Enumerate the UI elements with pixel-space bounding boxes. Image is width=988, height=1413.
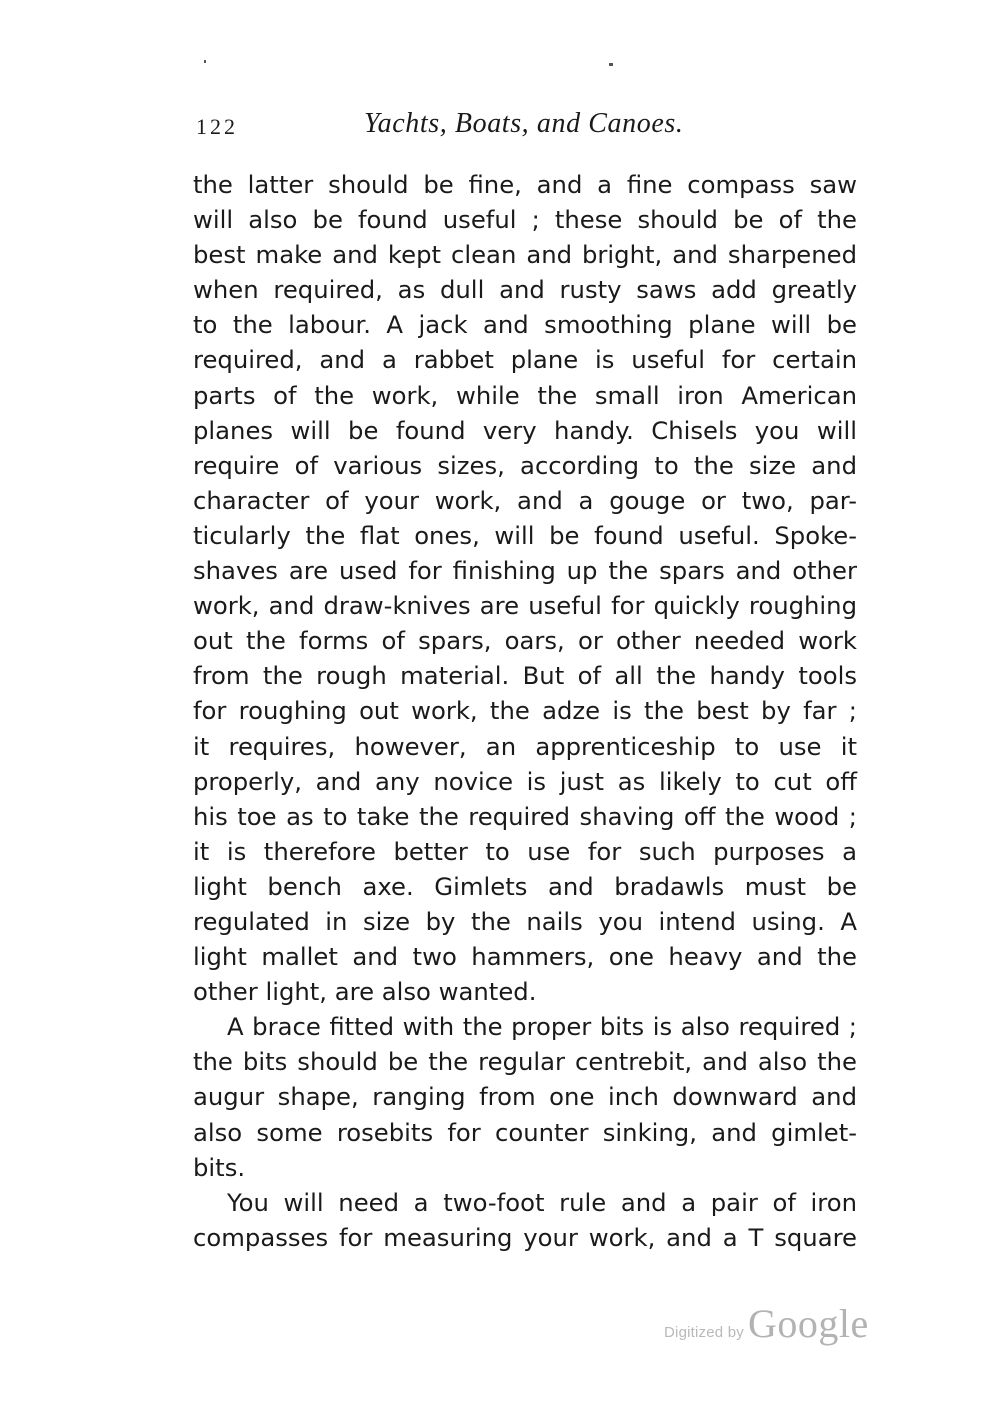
text-line: You will need a two-foot rule and a pair of iron [227, 1187, 857, 1217]
running-title: Yachts, Boats, and Canoes. [364, 108, 684, 139]
text-line: augur shape, ranging from one inch downward and [193, 1082, 857, 1112]
text-line: the latter should be fine, and a fine compass saw [193, 170, 857, 199]
google-logo: Google [747, 1301, 869, 1346]
body-text [193, 167, 857, 1255]
text-line: planes will be found very handy. Chisels you will [193, 415, 857, 445]
text-line: require of various sizes, according to the size and [193, 450, 857, 480]
text-line: character of your work, and a gouge or two, par- [193, 485, 857, 515]
text-line: from the rough material. But of all the handy tools [193, 661, 857, 691]
text-line: parts of the work, while the small iron American [193, 380, 857, 410]
text-line: required, and a rabbet plane is useful for certain [193, 345, 857, 375]
text-line: will also be found useful ; these should be of the [193, 205, 857, 235]
text-line: best make and kept clean and bright, and sharpened [193, 240, 857, 270]
text-line: work, and draw-knives are useful for quickly roughing [193, 591, 857, 621]
text-line: A brace fitted with the proper bits is also required ; [227, 1012, 857, 1042]
text-line: also some rosebits for counter sinking, and gimlet- [193, 1117, 857, 1147]
text-line: bits. [193, 1152, 246, 1182]
text-line: other light, are also wanted. [193, 977, 537, 1007]
text-line: light mallet and two hammers, one heavy and the [193, 942, 857, 972]
text-line: light bench axe. Gimlets and bradawls must be [193, 871, 857, 901]
text-line: out the forms of spars, oars, or other needed work [193, 626, 857, 656]
text-line: properly, and any novice is just as likely to cut off [193, 766, 857, 796]
page-number: 122 [196, 114, 238, 139]
text-line: when required, as dull and rusty saws add greatly [193, 275, 857, 305]
scan-speck [609, 63, 613, 66]
text-line: to the labour. A jack and smoothing plane will be [193, 310, 857, 340]
text-line: compasses for measuring your work, and a T square [193, 1222, 857, 1252]
digitized-watermark [664, 1300, 869, 1347]
text-line: his toe as to take the required shaving off the wood ; [193, 801, 857, 831]
text-line: the bits should be the regular centrebit, and also the [193, 1047, 857, 1077]
text-line: it requires, however, an apprenticeship to use it [193, 731, 857, 761]
page-header [196, 108, 858, 148]
watermark-prefix: Digitized by [664, 1324, 744, 1341]
scan-speck [204, 60, 206, 63]
text-line: ticularly the flat ones, will be found useful. Spoke- [193, 520, 857, 550]
text-line: for roughing out work, the adze is the best by far ; [193, 696, 857, 726]
text-line: regulated in size by the nails you intend using. A [193, 906, 857, 936]
text-line: shaves are used for finishing up the spars and other [193, 556, 857, 586]
text-line: it is therefore better to use for such purposes a [193, 836, 857, 866]
